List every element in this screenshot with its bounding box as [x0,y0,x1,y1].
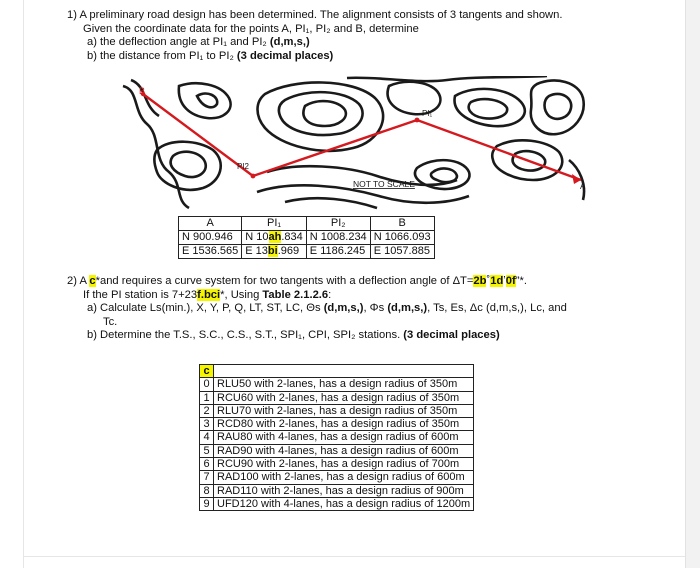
pi1-easting-highlight: bi [267,245,278,257]
cell-pi1-northing [242,231,307,245]
row-description: RAD100 with 2-lanes, has a design radius of 600m [214,471,474,484]
row-index: 6 [200,458,214,471]
coords-northing-row [179,231,435,245]
q1-line-2: Given the coordinate data for the points A, PI₁, PI₂ and B, determine [83,22,419,35]
table-row [200,484,474,497]
coords-header-row [179,217,435,231]
design-table-header-row [200,365,474,378]
row-description: UFD120 with 4-lanes, has a design radius of 1200m [214,497,474,510]
design-table-body [200,365,474,511]
q2-a-bold-2: (d,m,s,) [387,302,428,314]
q2-a-mid: , Φs [363,302,388,314]
row-index: 2 [200,404,214,417]
row-description: RLU70 with 2-lanes, has a design radius of 350m [214,404,474,417]
table-row [200,497,474,510]
table-row [200,431,474,444]
q2-a-prefix: a) Calculate Ls(min.), X, Y, P, Q, LT, ST, LC, Θs [87,302,324,314]
cell-a-easting: E 1536.565 [179,245,242,259]
cell-b-easting: E 1057.885 [370,245,434,259]
design-speed-table [199,364,474,511]
label-pi2: PI2 [237,162,250,171]
row-index: 4 [200,431,214,444]
q2-l1-highlight-sec: 0f [505,275,516,287]
row-index: 8 [200,484,214,497]
q1-part-a [67,36,677,50]
page-left-rule [23,0,24,568]
design-table-header-blank [214,365,474,378]
cell-pi2-northing: N 1008.234 [306,231,370,245]
q2-l2-prefix: If the PI station is 7+23 [83,288,198,301]
label-b: B [139,86,146,96]
row-description: RAD90 with 4-lanes, has a design radius of 600m [214,444,474,457]
q2-l2-highlight: f.bci [197,288,221,301]
scrollbar[interactable] [685,0,700,568]
q2-b-prefix: b) Determine the T.S., S.C., C.S., S.T., SPI₁, CPI, SPI₂ stations. [87,329,404,341]
cell-b-northing: N 1066.093 [370,231,434,245]
q2-l2-table-ref: Table 2.1.2.6 [262,288,329,301]
q2-l1-text: *and requires a curve system for two tangents with a deflection angle of ΔT= [95,275,474,287]
table-row [200,471,474,484]
row-index: 1 [200,391,214,404]
row-description: RAD110 with 2-lanes, has a design radius of 900m [214,484,474,497]
row-description: RAU80 with 4-lanes, has a design radius of 600m [214,431,474,444]
row-index: 5 [200,444,214,457]
cell-a-northing: N 900.946 [179,231,242,245]
cell-pi1-easting [242,245,307,259]
page-bottom-rule [23,556,685,557]
q2-l1-min-symbol: ʼ [503,275,506,287]
pi1-northing-highlight: ah [268,231,282,243]
q2-line-2 [67,289,677,303]
row-description: RCD80 with 2-lanes, has a design radius of 350m [214,418,474,431]
table-row [200,378,474,391]
row-index: 3 [200,418,214,431]
q2-part-a-cont: Tc. [103,315,118,328]
q1-line-1: 1) A preliminary road design has been determined. The alignment consists of 3 tangents and shown. [67,9,563,21]
coords-header-pi2: PI₂ [306,217,370,231]
q2-a-mid-2: , Ts, Es, Δc (d,m,s,), Lc, and [427,302,567,314]
q1-part-b [67,50,677,64]
alignment-contour-map [117,76,587,210]
q2-l1-prefix: 2) A [67,275,90,287]
q1-part-b-bold: (3 decimal places) [236,49,334,62]
row-index: 0 [200,378,214,391]
coordinates-table [178,216,435,259]
question-2 [67,275,677,343]
row-index: 7 [200,471,214,484]
q2-b-bold: (3 decimal places) [403,329,500,341]
pi1-easting-prefix: E 13 [245,245,268,257]
cell-pi2-easting: E 1186.245 [306,245,370,259]
table-row [200,391,474,404]
label-a: A [580,182,586,191]
row-description: RCU90 with 2-lanes, has a design radius of 700m [214,458,474,471]
coords-header-pi1: PI₁ [242,217,307,231]
q2-l1-suffix: ”*. [515,275,527,287]
label-not-to-scale: NOT TO SCALE [353,179,415,189]
q2-l1-deg-symbol: ˚ [486,275,491,287]
pi1-easting-suffix: .969 [277,245,300,257]
row-description: RLU50 with 2-lanes, has a design radius of 350m [214,378,474,391]
design-table-header: c [200,365,214,378]
q1-part-b-text: b) the distance from PI₁ to PI₂ [87,49,237,62]
coords-header-b: B [370,217,434,231]
question-1 [67,9,677,63]
q2-l2-text: *, Using [220,288,263,301]
table-row [200,418,474,431]
coords-header-a: A [179,217,242,231]
coords-easting-row [179,245,435,259]
pi1-northing-suffix: .834 [281,231,303,243]
q2-l2-end: : [328,288,332,301]
point-pi2-marker [251,174,256,179]
table-row [200,444,474,457]
q2-part-a [67,302,677,316]
table-row [200,458,474,471]
q2-line-1 [67,275,677,289]
pi1-northing-prefix: N 10 [245,231,269,243]
point-pi1-marker [415,118,420,123]
q2-l1-highlight-min: 1d [490,275,504,287]
q2-l1-highlight-deg: 2b [473,275,487,287]
label-pi1: PI₁ [422,109,433,118]
q1-part-a-bold: (d,m,s,) [269,36,310,48]
row-index: 9 [200,497,214,510]
q1-part-a-text: a) the deflection angle at PI₁ and PI₂ [87,36,270,48]
q2-a-bold-1: (d,m,s,) [323,302,364,314]
table-row [200,404,474,417]
q2-l1-highlight-c: c [89,275,96,287]
q2-part-b [67,329,677,343]
row-description: RCU60 with 2-lanes, has a design radius of 350m [214,391,474,404]
